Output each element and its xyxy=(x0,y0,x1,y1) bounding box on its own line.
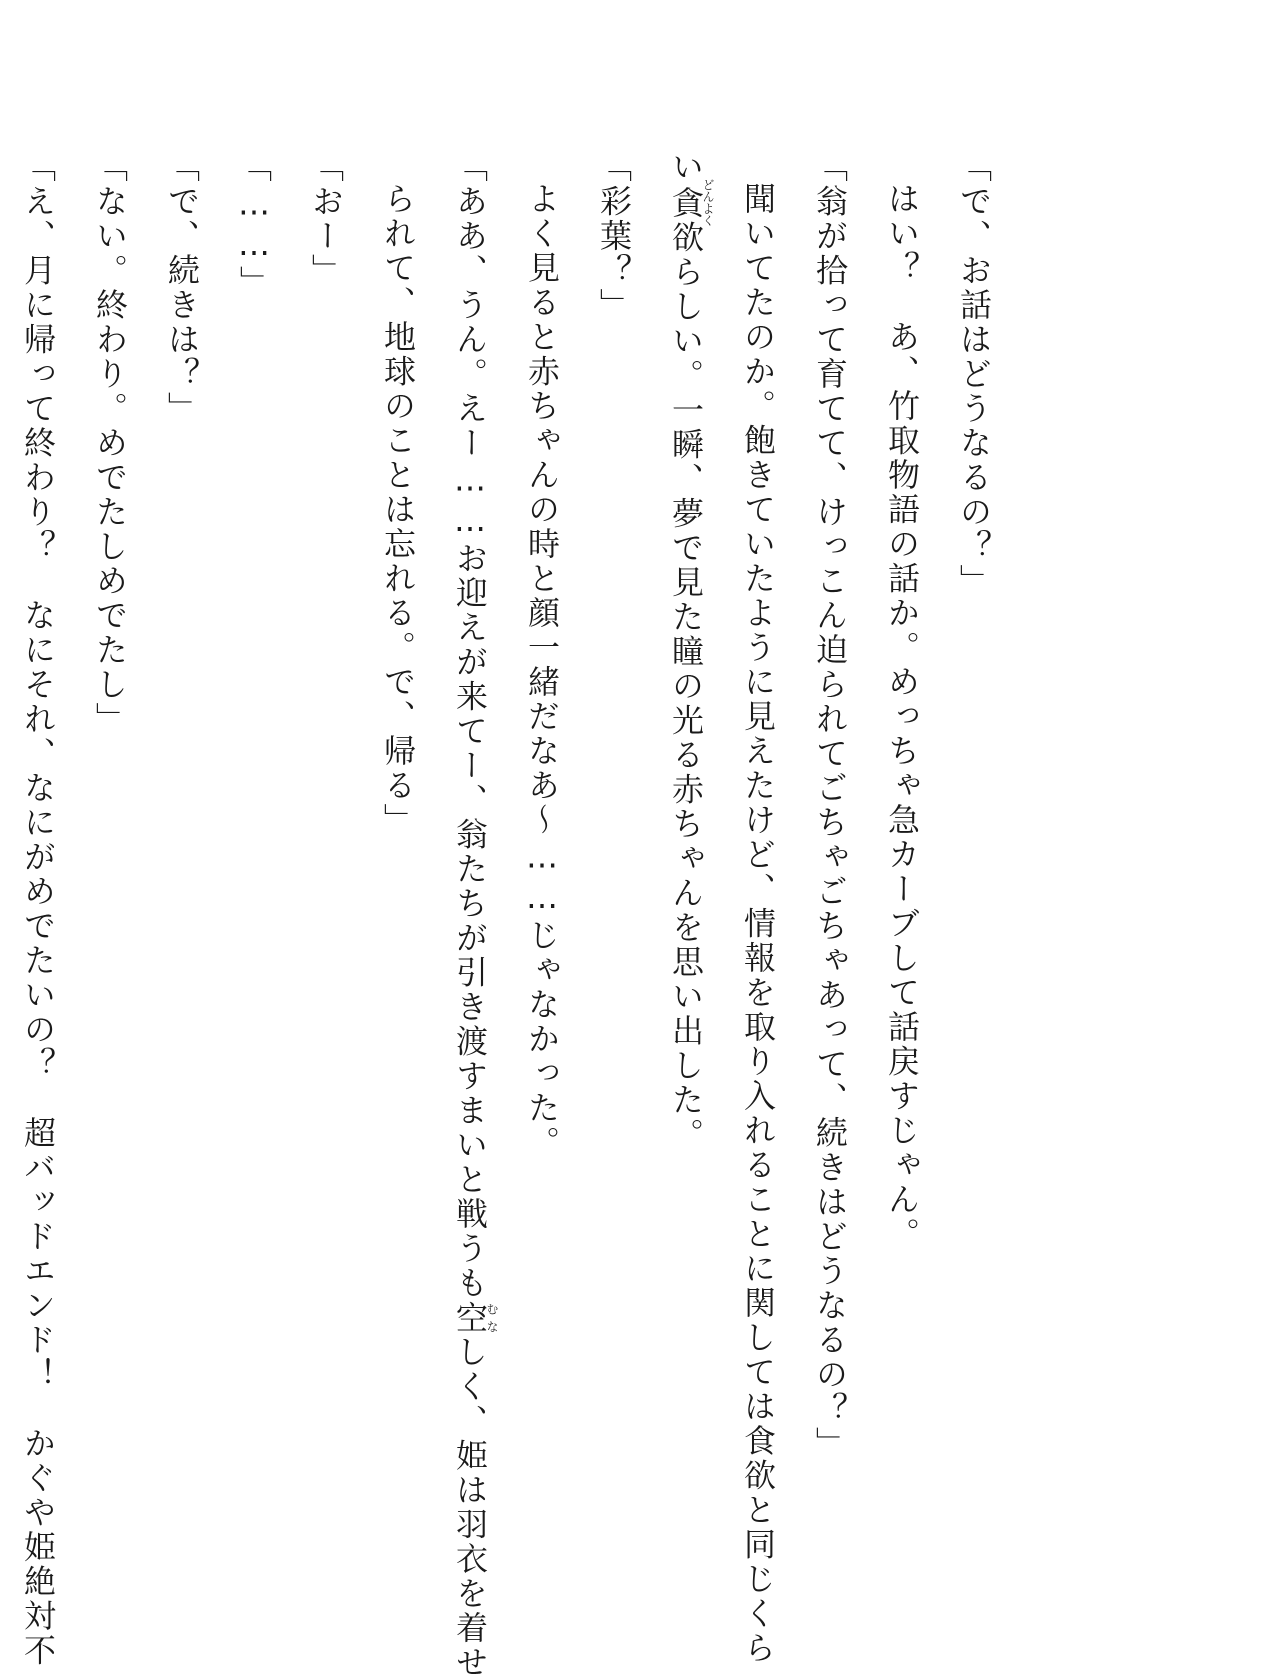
text-line-5-rest: 欲らしい。一瞬、夢で見た瞳の光る赤ちゃんを思い出した。 xyxy=(667,220,705,1152)
text-line-1: 「で、お話はどうなるの？」 xyxy=(955,150,993,599)
ruby-donyoku: 貪どんよく xyxy=(667,178,715,227)
text-line-14: 「え、月に帰って終わり？ なにそれ、なにがめでたいの？ 超バッドエンド！ かぐや姫絶対不 xyxy=(19,150,57,1668)
text-line-10: 「おー」 xyxy=(307,150,345,288)
text-line-8: 「ああ、うん。えー……お迎えが来てー、翁たちが引き渡すまいと戦うも空むなしく、姫は羽衣を着せ xyxy=(451,150,499,1680)
text-line-13: 「ない。終わり。めでたしめでたし」 xyxy=(91,150,129,737)
text-line-5 xyxy=(650,150,722,1520)
text-line-9: られて、地球のことは忘れる。で、帰る」 xyxy=(379,182,417,838)
text-line-3: 「翁が拾って育てて、けっこん迫られてごちゃごちゃあって、続きはどうなるの？」 xyxy=(811,150,849,1461)
text-line-7: よく見ると赤ちゃんの時と顔一緒だなあ〜……じゃなかった。 xyxy=(523,182,561,1160)
ruby-muna: 空むな xyxy=(451,1300,499,1335)
text-line-4: 聞いてたのか。飽きていたように見えたけど、情報を取り入れることに関しては食欲と同じくら xyxy=(739,182,777,1666)
vertical-text-body xyxy=(0,150,1010,1680)
text-line-2: はい？ あ、竹取物語の話か。めっちゃ急カーブして話戻すじゃん。 xyxy=(883,182,921,1252)
text-line-12: 「で、続きは？」 xyxy=(163,150,201,426)
text-line-11: 「……」 xyxy=(235,150,273,300)
text-line-6: 「彩葉？」 xyxy=(595,150,633,323)
text-line-5-start: い xyxy=(667,150,705,185)
